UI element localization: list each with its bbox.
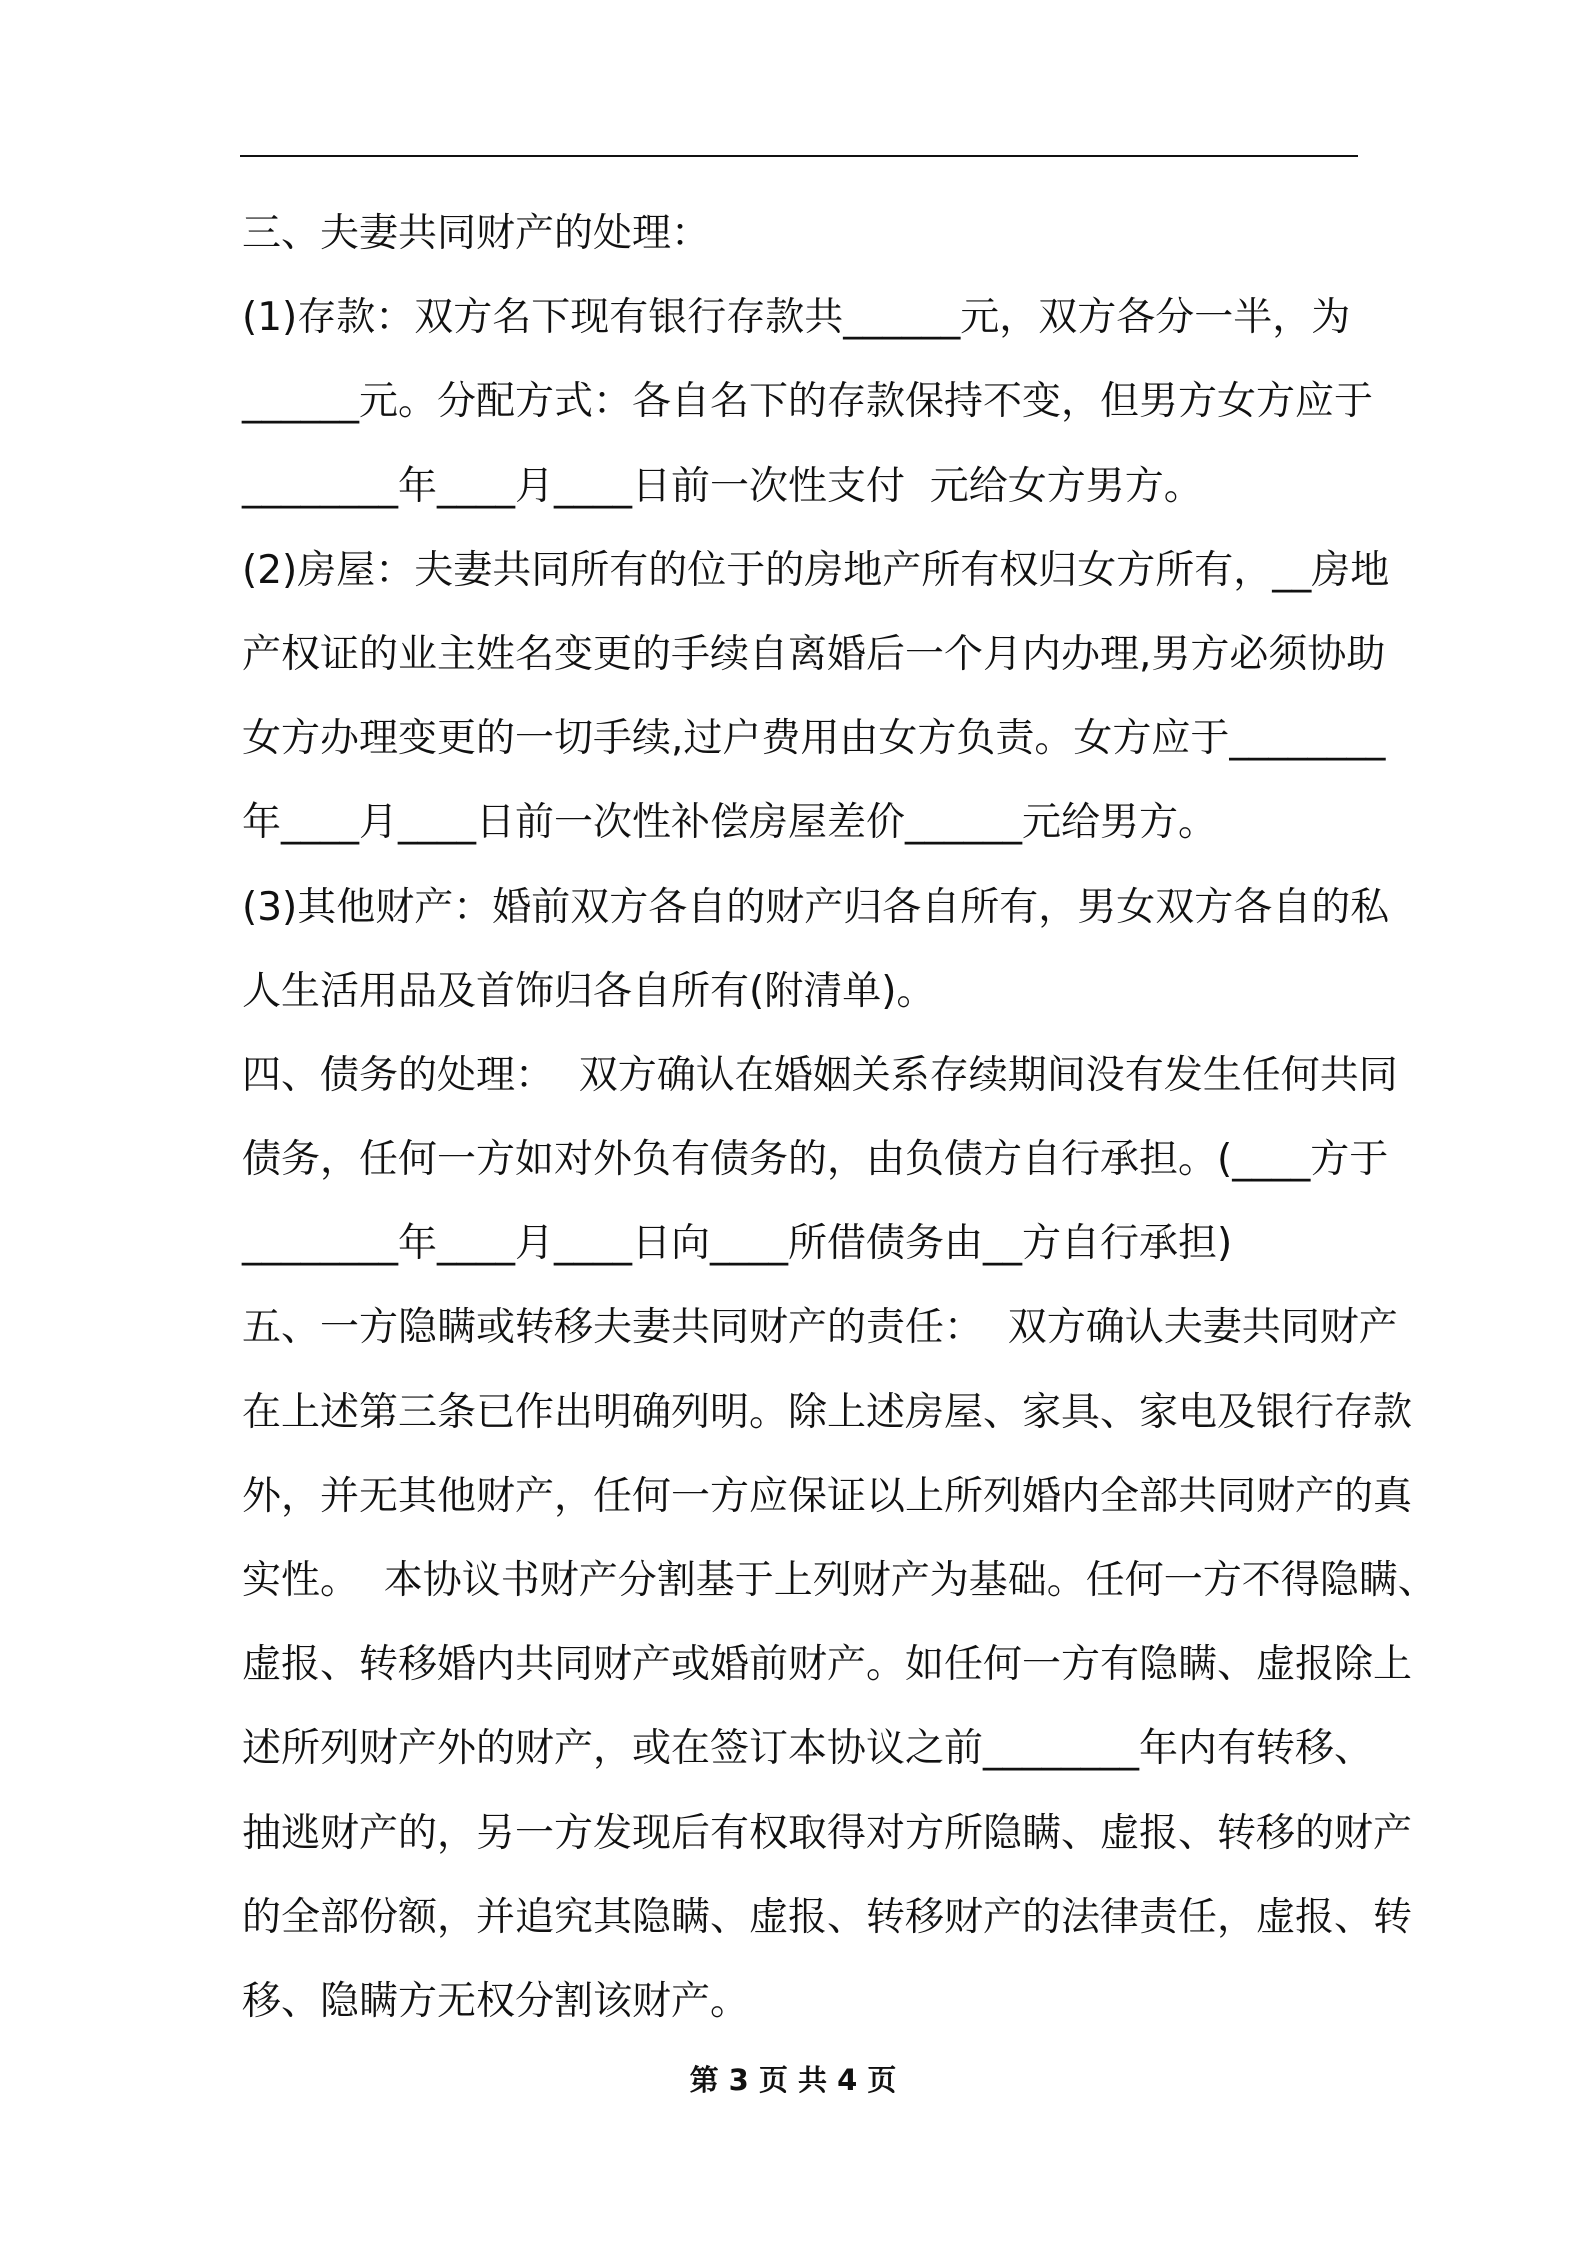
text-line: (1)存款：双方名下现有银行存款共______元，双方各分一半，为 xyxy=(242,295,1351,341)
text-line: ________年____月____日向____所借债务由__方自行承担) xyxy=(242,1221,1233,1267)
text-line: 抽逃财产的，另一方发现后有权取得对方所隐瞒、虚报、转移的财产 xyxy=(242,1810,1413,1856)
text-line: 人生活用品及首饰归各自所有(附清单)。 xyxy=(242,968,936,1014)
text-line: 债务，任何一方如对外负有债务的，由负债方自行承担。(____方于 xyxy=(242,1137,1389,1183)
text-line: 述所列财产外的财产，或在签订本协议之前________年内有转移、 xyxy=(242,1726,1374,1772)
text-line: 三、夫妻共同财产的处理： xyxy=(242,211,711,256)
text-line: 实性。 本协议书财产分割基于上列财产为基础。任何一方不得隐瞒、 xyxy=(242,1558,1437,1603)
text-line: 五、一方隐瞒或转移夫妻共同财产的责任： 双方确认夫妻共同财产 xyxy=(242,1305,1398,1351)
document-body xyxy=(242,192,1437,2044)
text-line: ______元。分配方式：各自名下的存款保持不变，但男方女方应于 xyxy=(242,379,1374,425)
text-line: (3)其他财产：婚前双方各自的财产归各自所有，男女双方各自的私 xyxy=(242,884,1390,930)
text-line: 外，并无其他财产，任何一方应保证以上所列婚内全部共同财产的真 xyxy=(242,1473,1413,1519)
text-line: 虚报、转移婚内共同财产或婚前财产。如任何一方有隐瞒、虚报除上 xyxy=(242,1642,1413,1688)
text-line: 女方办理变更的一切手续,过户费用由女方负责。女方应于________ xyxy=(242,716,1386,762)
header-rule xyxy=(240,155,1358,157)
text-line: 产权证的业主姓名变更的手续自离婚后一个月内办理,男方必须协助 xyxy=(242,631,1386,677)
text-line: 的全部份额，并追究其隐瞒、虚报、转移财产的法律责任，虚报、转 xyxy=(242,1894,1413,1940)
text-line: ________年____月____日前一次性支付 元给女方男方。 xyxy=(242,463,1203,509)
text-line: 四、债务的处理： 双方确认在婚姻关系存续期间没有发生任何共同 xyxy=(242,1052,1398,1098)
text-line: 年____月____日前一次性补偿房屋差价______元给男方。 xyxy=(242,800,1218,846)
page-number: 第 3 页 共 4 页 xyxy=(689,2063,897,2097)
text-line: 在上述第三条已作出明确列明。除上述房屋、家具、家电及银行存款 xyxy=(242,1389,1413,1435)
text-line: 移、隐瞒方无权分割该财产。 xyxy=(242,1978,750,2024)
text-line: (2)房屋：夫妻共同所有的位于的房地产所有权归女方所有，__房地 xyxy=(242,547,1390,593)
